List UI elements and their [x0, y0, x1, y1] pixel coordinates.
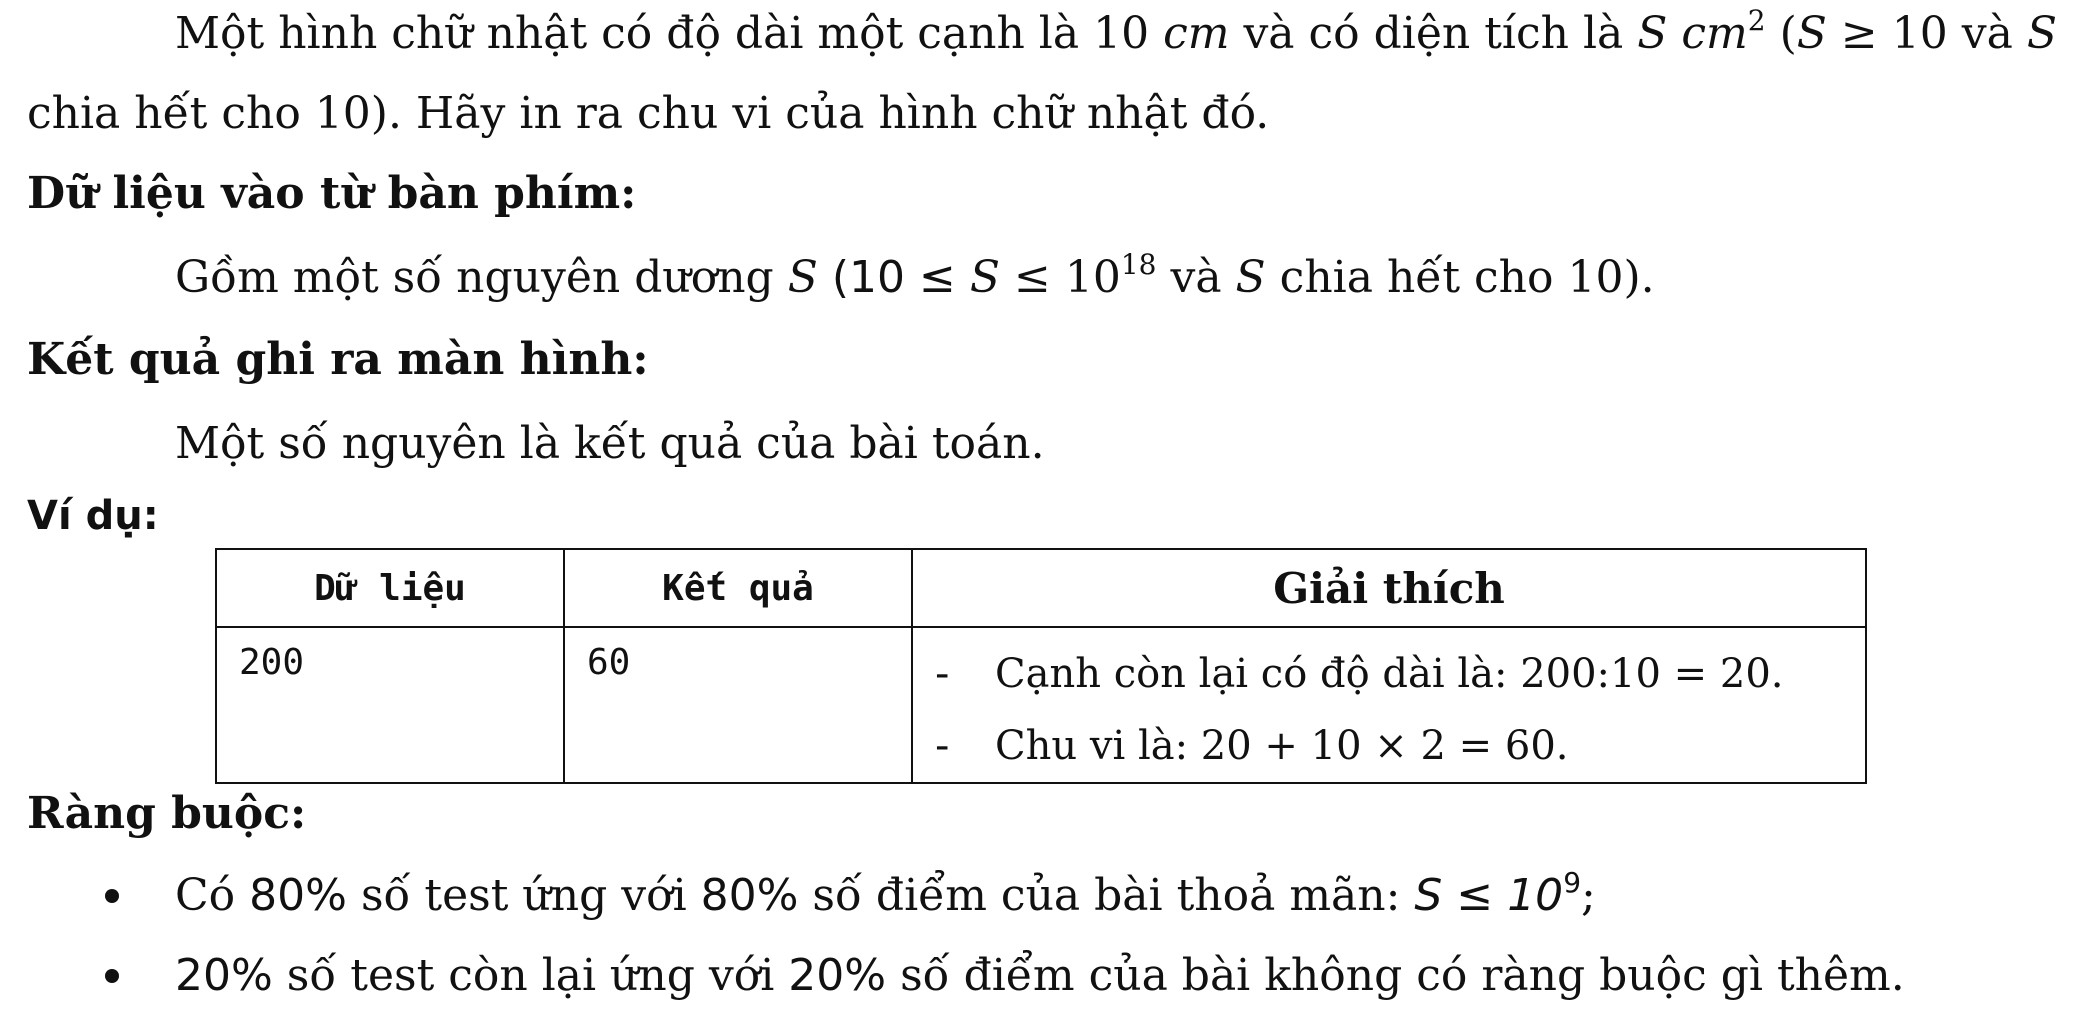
statement-line-1 [175, 4, 2057, 69]
input-heading: Dữ liệu vào từ bàn phím: [27, 168, 637, 219]
constraint-text: số test còn lại ứng với [272, 950, 789, 1001]
statement-line-2: chia hết cho 10). Hãy in ra chu vi của hình chữ nhật đó. [27, 88, 1270, 139]
percent-value: 20% [175, 950, 273, 1001]
dash-marker: - [935, 723, 950, 769]
output-cell: 60 [564, 627, 912, 783]
input-description [175, 248, 1655, 313]
input-text: ≤ 10 [1000, 252, 1121, 303]
dash-marker: - [935, 651, 950, 697]
var-s: S [1796, 8, 1827, 59]
column-header-explanation: Giải thích [912, 549, 1866, 627]
constraints-heading: Ràng buộc: [27, 788, 307, 839]
table-row [216, 627, 1866, 783]
bullet-icon [105, 889, 119, 903]
var-s: S [969, 252, 1000, 303]
input-text: (10 ≤ [817, 252, 970, 303]
constraint-text: ; [1581, 870, 1596, 921]
constraint-text: Có [175, 870, 250, 921]
output-heading: Kết quả ghi ra màn hình: [27, 334, 649, 385]
output-description: Một số nguyên là kết quả của bài toán. [175, 418, 1045, 469]
example-heading: Ví dụ: [27, 493, 159, 539]
exponent: 18 [1120, 248, 1157, 281]
column-header-input: Dữ liệu [216, 549, 564, 627]
explanation-text: Cạnh còn lại có độ dài là: 200:10 = 20. [995, 651, 1784, 697]
statement-text: Một hình chữ nhật có độ dài một cạnh là 10 [175, 8, 1164, 59]
column-header-output: Kết quả [564, 549, 912, 627]
input-cell: 200 [216, 627, 564, 783]
explanation-text: Chu vi là: 20 + 10 × 2 = 60. [995, 723, 1569, 769]
percent-value: 20% [788, 950, 887, 1001]
var-s: S [1235, 252, 1266, 303]
var-s: S [2026, 8, 2057, 59]
constraint-item-2 [175, 946, 1905, 1006]
statement-text: và có diện tích là [1229, 8, 1638, 59]
input-text: chia hết cho 10). [1265, 252, 1655, 303]
percent-value: 80% [249, 870, 347, 921]
space [1667, 8, 1681, 59]
explanation-line [935, 710, 1843, 782]
percent-value: 80% [700, 870, 799, 921]
constraint-formula: S ≤ 10 [1414, 870, 1564, 921]
constraint-item-1 [175, 866, 1596, 931]
constraint-text: số điểm của bài không có ràng buộc gì thêm. [886, 950, 1905, 1001]
bullet-icon [105, 969, 119, 983]
input-text: Gồm một số nguyên dương [175, 252, 788, 303]
exponent: 2 [1747, 4, 1766, 37]
statement-text: ≥ 10 và [1826, 8, 2027, 59]
explanation-line [935, 638, 1843, 710]
unit-cm: cm [1681, 8, 1748, 59]
var-s: S [787, 252, 818, 303]
example-table [215, 548, 1867, 784]
var-s: S [1637, 8, 1668, 59]
constraint-text: số điểm của bài thoả mãn: [798, 870, 1415, 921]
constraint-text: số test ứng với [346, 870, 701, 921]
exponent: 9 [1563, 866, 1582, 899]
unit-cm: cm [1163, 8, 1230, 59]
input-text: và [1156, 252, 1236, 303]
explanation-cell [912, 627, 1866, 783]
statement-text: ( [1765, 8, 1797, 59]
table-header-row [216, 549, 1866, 627]
